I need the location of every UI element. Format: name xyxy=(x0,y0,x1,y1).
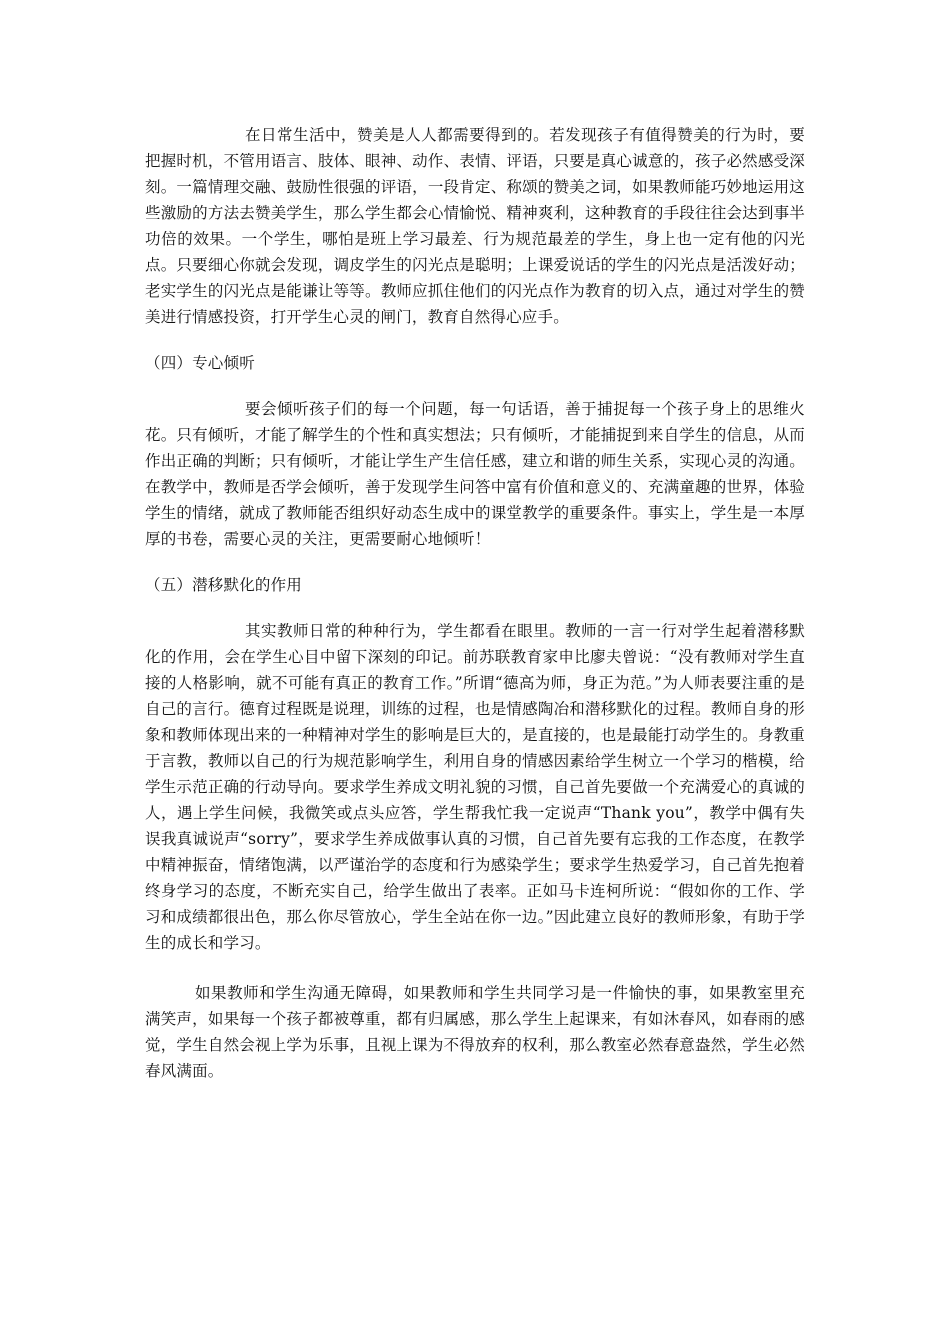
paragraph-listen: 要会倾听孩子们的每一个问题，每一句话语，善于捕捉每一个孩子身上的思维火花。只有倾听，才能了解学生的个性和真实想法；只有倾听，才能捕捉到来自学生的信息，从而作出正确的判断；只有倾听，才能让学生产生信任感，建立和谐的师生关系，实现心灵的沟通。在教学中，教师是否学会倾听，善于发现学生问答中富有价值和意义的、充满童趣的世界，体验学生的情绪，就成了教师能否组织好动态生成中的课堂教学的重要条件。事实上，学生是一本厚厚的书卷，需要心灵的关注，更需要耐心地倾听！ xyxy=(145,400,805,548)
paragraph-praise: 在日常生活中，赞美是人人都需要得到的。若发现孩子有值得赞美的行为时，要把握时机，不管用语言、肢体、眼神、动作、表情、评语，只要是真心诚意的，孩子必然感受深刻。一篇情理交融、鼓励性很强的评语，一段肯定、称颂的赞美之词，如果教师能巧妙地运用这些激励的方法去赞美学生，那么学生都会心情愉悦、精神爽利，这种教育的手段往往会达到事半功倍的效果。一个学生，哪怕是班上学习最差、行为规范最差的学生，身上也一定有他的闪光点。只要细心你就会发现，调皮学生的闪光点是聪明；上课爱说话的学生的闪光点是活泼好动；老实学生的闪光点是能谦让等等。教师应抓住他们的闪光点作为教育的切入点，通过对学生的赞美进行情感投资，打开学生心灵的闸门，教育自然得心应手。 xyxy=(145,126,805,326)
document-body xyxy=(145,122,805,1084)
paragraph-influence: 其实教师日常的种种行为，学生都看在眼里。教师的一言一行对学生起着潜移默化的作用，会在学生心目中留下深刻的印记。前苏联教育家申比廖夫曾说：“没有教师对学生直接的人格影响，就不可能有真正的教育工作。”所谓“德高为师，身正为范。”为人师表要注重的是自己的言行。德育过程既是说理，训练的过程，也是情感陶冶和潜移默化的过程。教师自身的形象和教师体现出来的一种精神对学生的影响是巨大的，是直接的，也是最能打动学生的。身教重于言教，教师以自己的行为规范影响学生，利用自身的情感因素给学生树立一个学习的楷模，给学生示范正确的行动导向。要求学生养成文明礼貌的习惯，自己首先要做一个充满爱心的真诚的人，遇上学生问候，我微笑或点头应答，学生帮我忙我一定说声“Thank you”，教学中偶有失误我真诚说声“sorry”，要求学生养成做事认真的习惯，自己首先要有忘我的工作态度，在教学中精神振奋，情绪饱满，以严谨治学的态度和行为感染学生；要求学生热爱学习，自己首先抱着终身学习的态度，不断充实自己，给学生做出了表率。正如马卡连柯所说：“假如你的工作、学习和成绩都很出色，那么你尽管放心，学生全站在你一边。”因此建立良好的教师形象，有助于学生的成长和学习。 xyxy=(145,622,805,952)
paragraph-conclusion: 如果教师和学生沟通无障碍，如果教师和学生共同学习是一件愉快的事，如果教室里充满笑声，如果每一个孩子都被尊重，都有归属感，那么学生上起课来，有如沐春风，如春雨的感觉，学生自然会视上学为乐事，且视上课为不得放弃的权利，那么教室必然春意盎然，学生必然春风满面。 xyxy=(145,984,805,1080)
section-heading-4: （四）专心倾听 xyxy=(145,354,255,372)
section-heading-5: （五）潜移默化的作用 xyxy=(145,576,303,594)
